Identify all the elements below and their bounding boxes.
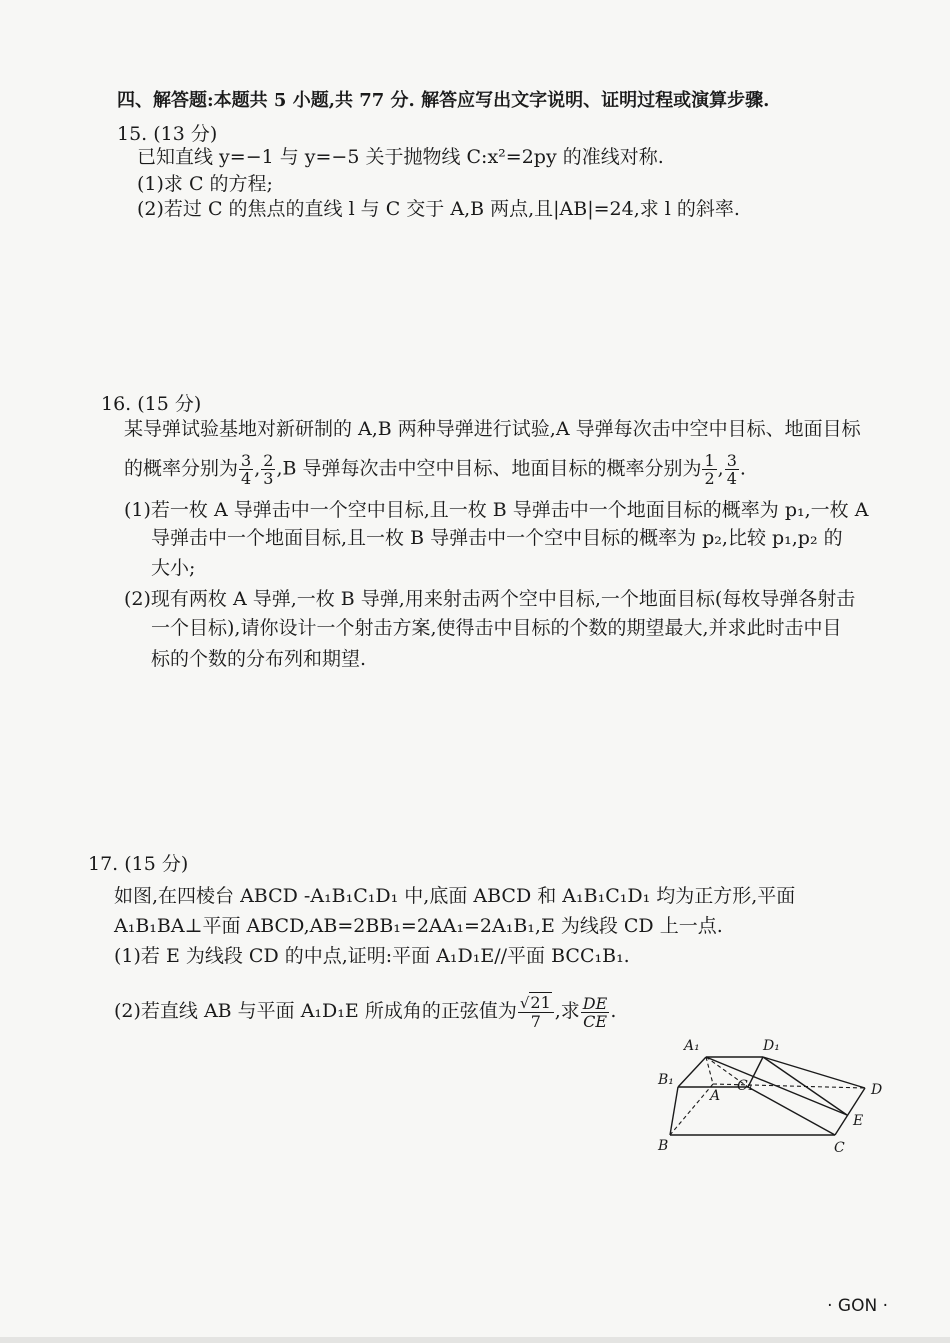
fraction: $\frac{1}{2}$ (704, 451, 715, 488)
q16-part2-line1: (2)现有两枚 A 导弹,一枚 B 导弹,用来射击两个空中目标,一个地面目标(每枚导弹各射击 (124, 588, 856, 610)
label-C: C (834, 1140, 845, 1156)
fraction: $\frac{2}{3}$ (263, 451, 274, 488)
frustum-diagram (650, 1032, 900, 1162)
q16-part2-line3: 标的个数的分布列和期望. (151, 648, 367, 670)
label-D: D (871, 1082, 883, 1098)
section-title: 四、解答题:本题共 5 小题,共 77 分. 解答应写出文字说明、证明过程或演算步骤. (117, 90, 770, 111)
q17-part2: (2)若直线 AB 与平面 A₁D₁E 所成角的正弦值为 $\frac{√21}{7}$ ,求 $\frac{DE}{CE}$ . (114, 993, 617, 1031)
label-D1: D₁ (763, 1038, 780, 1054)
label-B: B (658, 1138, 669, 1154)
label-A1: A₁ (684, 1038, 700, 1054)
q16-part1-line2: 导弹击中一个地面目标,且一枚 B 导弹击中一个空中目标的概率为 p₂,比较 p₁,p₂ 的 (151, 527, 843, 549)
q15-part1: (1)求 C 的方程; (137, 173, 273, 195)
q17-stem-line2: A₁B₁BA⊥平面 ABCD,AB=2BB₁=2AA₁=2A₁B₁,E 为线段 CD 上一点. (114, 915, 723, 937)
q16-stem-line2: 的概率分别为 $\frac{3}{4}$ , $\frac{2}{3}$ ,B 导弹每次击中空中目标、地面目标的概率分别为 $\frac{1}{2}$ , $\frac{3}{4}$ . (124, 451, 746, 488)
bottom-edge (0, 1337, 950, 1343)
label-B1: B₁ (658, 1072, 674, 1088)
fraction: $\frac{3}{4}$ (726, 451, 737, 488)
page-code: · GON · (827, 1296, 888, 1316)
q17-part2-b: ,求 (554, 1000, 580, 1022)
fraction-sine: $\frac{√21}{7}$ (518, 994, 554, 1030)
label-E: E (853, 1113, 864, 1129)
q15-part2: (2)若过 C 的焦点的直线 l 与 C 交于 A,B 两点,且|AB|=24,求 l 的斜率. (137, 198, 740, 220)
q15-stem: 已知直线 y=−1 与 y=−5 关于抛物线 C:x²=2py 的准线对称. (137, 146, 664, 168)
q16-stem-line2-a: 的概率分别为 (124, 457, 239, 480)
q16-header: 16. (15 分) (101, 393, 202, 415)
fraction-ratio: $\frac{DE}{CE}$ (582, 993, 608, 1031)
q16-part1-line3: 大小; (151, 557, 196, 579)
q16-part1-line1: (1)若一枚 A 导弹击中一个空中目标,且一枚 B 导弹击中一个地面目标的概率为 p₁,一枚 A (124, 499, 869, 521)
q16-stem-line2-b: ,B 导弹每次击中空中目标、地面目标的概率分别为 (276, 457, 702, 480)
q16-part2-line2: 一个目标),请你设计一个射击方案,使得击中目标的个数的期望最大,并求此时击中目 (151, 617, 842, 639)
q17-stem-line1: 如图,在四棱台 ABCD -A₁B₁C₁D₁ 中,底面 ABCD 和 A₁B₁C₁D₁ 均为正方形,平面 (114, 885, 796, 907)
q16-stem-line1: 某导弹试验基地对新研制的 A,B 两种导弹进行试验,A 导弹每次击中空中目标、地面目标 (124, 418, 861, 440)
q17-part1: (1)若 E 为线段 CD 的中点,证明:平面 A₁D₁E//平面 BCC₁B₁. (114, 945, 630, 967)
q15-header: 15. (13 分) (117, 123, 218, 145)
label-A: A (710, 1088, 721, 1104)
label-C1: C₁ (737, 1078, 754, 1094)
q17-header: 17. (15 分) (88, 853, 189, 875)
q17-part2-a: (2)若直线 AB 与平面 A₁D₁E 所成角的正弦值为 (114, 1000, 517, 1022)
fraction: $\frac{3}{4}$ (241, 451, 252, 488)
